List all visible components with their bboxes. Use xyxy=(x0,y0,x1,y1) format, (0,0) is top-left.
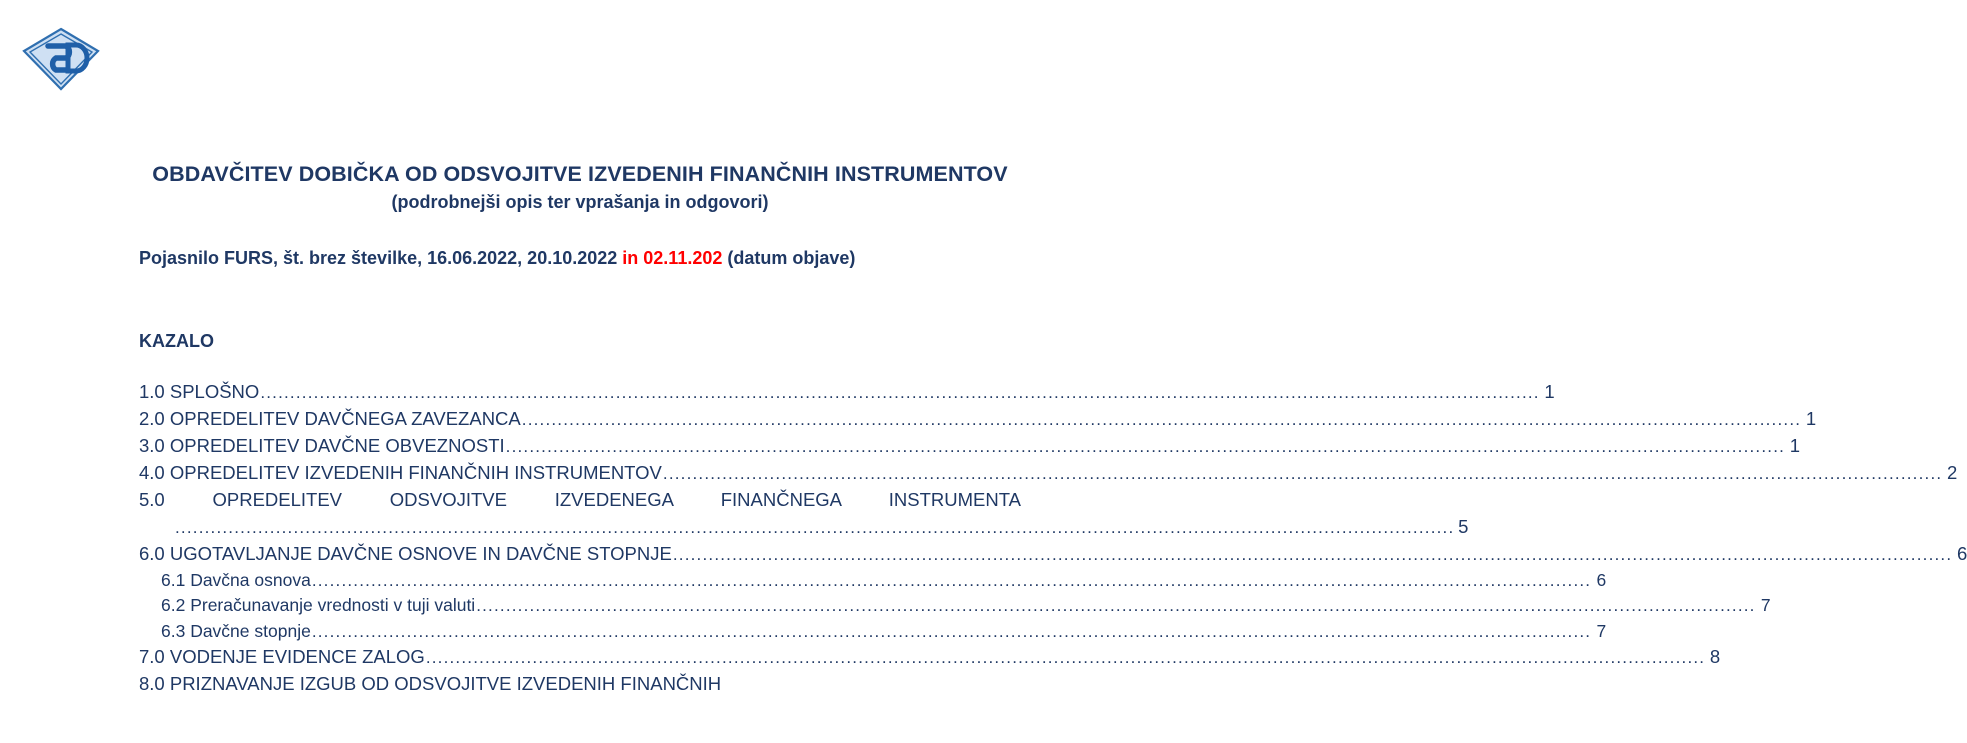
toc-leader-dots xyxy=(175,519,1454,536)
page-subtitle: (podrobnejši opis ter vprašanja in odgovori) xyxy=(391,192,769,213)
toc-leader-dots xyxy=(506,438,1785,455)
toc-entry[interactable] xyxy=(139,619,1607,644)
toc-entry[interactable] xyxy=(139,487,1469,541)
toc-leader-dots xyxy=(312,572,1591,589)
toc-entry[interactable] xyxy=(139,379,1555,406)
publication-note-main: Pojasnilo FURS, št. brez številke, 16.06.2022, 20.10.2022 xyxy=(139,248,618,269)
toc-entry[interactable] xyxy=(139,644,1721,671)
toc-entry[interactable] xyxy=(139,671,1021,695)
publication-note-suffix: (datum objave) xyxy=(727,248,856,269)
document-content xyxy=(139,160,1967,695)
toc-entry-label: 3.0 OPREDELITEV DAVČNE OBVEZNOSTI xyxy=(139,435,505,457)
toc-entry-page: 7 xyxy=(1760,595,1771,616)
toc-leader-dots xyxy=(476,597,1755,614)
toc-entry-label: 6.3 Davčne stopnje xyxy=(161,620,311,641)
toc-entry[interactable] xyxy=(139,541,1967,568)
toc-entry-label: 1.0 SPLOŠNO xyxy=(139,381,260,403)
toc-leader-dots xyxy=(426,649,1705,666)
toc-leader-dots xyxy=(673,546,1952,563)
toc-entry[interactable] xyxy=(139,593,1771,618)
toc-entry-page: 6 xyxy=(1956,542,1967,564)
toc-entry[interactable] xyxy=(139,568,1607,593)
toc-entry-label: 6.2 Preračunavanje vrednosti v tuji valuti xyxy=(161,595,476,616)
toc-entry-page: 6 xyxy=(1596,569,1607,590)
toc-entry-page: 1 xyxy=(1789,435,1801,457)
toc-entry-label: 8.0 PRIZNAVANJE IZGUB OD ODSVOJITVE IZVEDENIH FINANČNIH xyxy=(139,673,722,695)
toc-entry[interactable] xyxy=(139,433,1801,460)
toc-entry[interactable] xyxy=(139,460,1958,487)
publication-note xyxy=(139,245,1021,271)
toc-leader-dots xyxy=(522,411,1801,428)
toc-entry-label: 2.0 OPREDELITEV DAVČNEGA ZAVEZANCA xyxy=(139,408,521,430)
toc-entry-page: 2 xyxy=(1947,462,1958,484)
toc-entry-label: 5.0 OPREDELITEV ODSVOJITVE IZVEDENEGA FINANČNEGA INSTRUMENTA xyxy=(139,489,1021,511)
toc-entry-page: 7 xyxy=(1596,620,1607,641)
toc-entry-page: 5 xyxy=(1458,516,1469,537)
toc-entry-label: 4.0 OPREDELITEV IZVEDENIH FINANČNIH INSTRUMENTOV xyxy=(139,462,662,484)
toc-entry-label: 7.0 VODENJE EVIDENCE ZALOG xyxy=(139,646,425,668)
toc-entry[interactable] xyxy=(139,406,1817,433)
publication-note-highlight: in 02.11.202 xyxy=(622,248,723,269)
toc-heading: KAZALO xyxy=(139,331,214,352)
table-of-contents xyxy=(139,379,1967,695)
toc-entry-page: 1 xyxy=(1544,381,1555,403)
toc-entry-label: 6.0 UGOTAVLJANJE DAVČNE OSNOVE IN DAVČNE STOPNJE xyxy=(139,542,672,564)
toc-entry-page: 8 xyxy=(1709,646,1721,668)
company-diamond-s-logo-icon xyxy=(18,26,104,92)
page-title: OBDAVČITEV DOBIČKA OD ODSVOJITVE IZVEDENIH FINANČNIH INSTRUMENTOV xyxy=(152,162,1008,186)
toc-leader-dots xyxy=(312,623,1591,640)
toc-leader-dots xyxy=(260,384,1539,401)
toc-entry-page: 1 xyxy=(1805,408,1817,430)
toc-entry-label: 6.1 Davčna osnova xyxy=(161,569,311,590)
toc-leader-dots xyxy=(663,465,1942,482)
